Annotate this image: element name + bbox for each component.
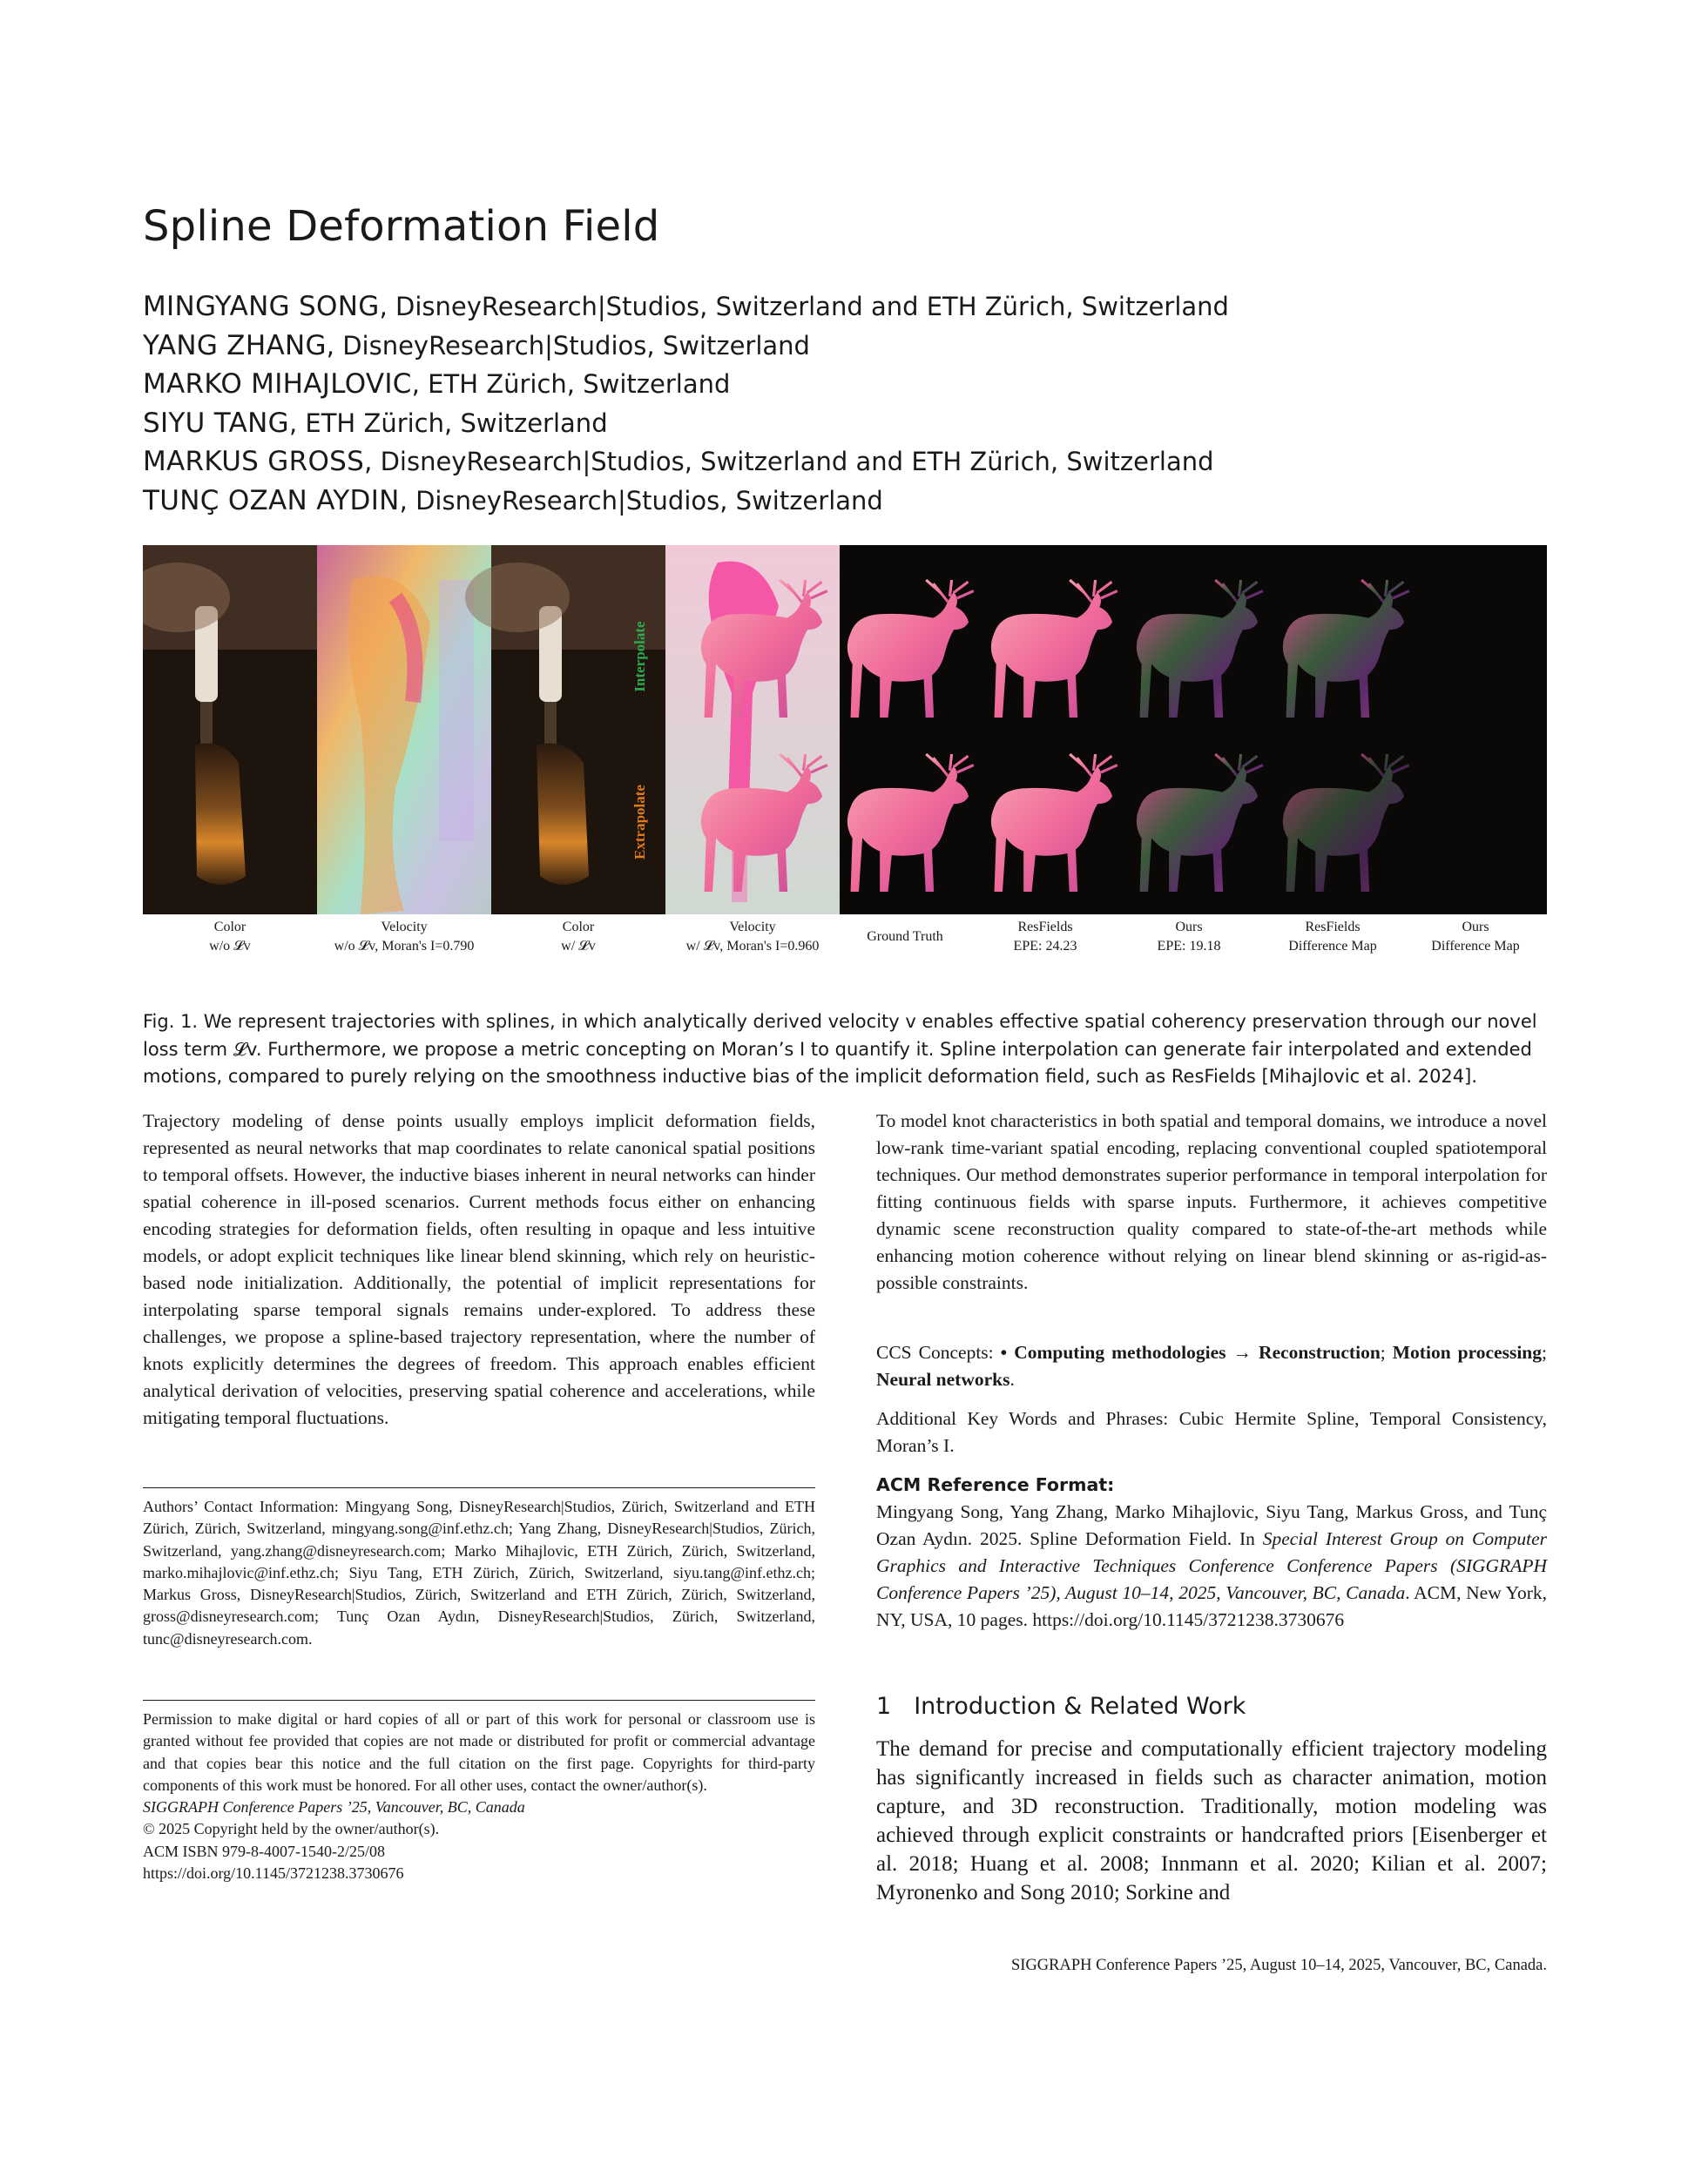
author-name: MARKO MIHAJLOVIC <box>143 368 412 400</box>
acm-ref-part: . ACM, New York, NY, USA, 10 pages. https://doi.org/10.1145/3721238.3730676 <box>876 1582 1547 1630</box>
author-affiliation: , ETH Zürich, Switzerland <box>288 408 608 438</box>
footnote-divider <box>143 1487 815 1488</box>
abstract-left: Trajectory modeling of dense points usually employs implicit deformation fields, represented as neural networks that map coordinates to relate canonical spatial positions to temporal offsets. However, the inductive biases inherent in neural networks can hinder spatial coherence in ill-posed scenarios. Current methods focus either on enhancing encoding strategies for deformation fields, often resulting in opaque and less intuitive models, or adopt explicit techniques like linear blend skinning, which rely on heuristic-based node initialization. Additionally, the potential of implicit representations for interpolating sparse temporal signals remains under-explored. To address these challenges, we propose a spline-based trajectory representation, where the number of knots explicitly determines the degrees of freedom. This approach enables efficient analytical derivation of velocities, preserving spatial coherence and accelerations, while mitigating temporal fluctuations. <box>143 1110 815 1428</box>
caption-line: Difference Map <box>1431 939 1520 954</box>
doi-line: https://doi.org/10.1145/3721238.3730676 <box>143 1864 404 1883</box>
teaser-figure <box>143 545 1547 914</box>
caption-line: w/o 𝓛v <box>209 939 251 954</box>
permission-block <box>143 1709 815 1884</box>
author-affiliation: , ETH Zürich, Switzerland <box>411 369 731 399</box>
figure-caption: Fig. 1. We represent trajectories with splines, in which analytically derived velocity v enables effective spatial coherency preservation through our novel loss term 𝓛v. Furthermore, we propose a metric concepting on Moran’s I to quantify it. Spline interpolation can generate fair interpolated and extended motions, compared to purely relying on the smoothness inductive bias of the implicit deformation field, such as ResFields [Mihajlovic et al. 2024]. <box>143 1011 1537 1087</box>
caption-line: ResFields <box>1017 920 1073 934</box>
caption-line: ResFields <box>1305 920 1361 934</box>
teaser-caption <box>1404 918 1547 956</box>
caption-line: Velocity <box>381 920 428 934</box>
permission-divider <box>143 1700 815 1701</box>
ccs-separator: ; <box>1542 1342 1548 1363</box>
author-affiliation: , DisneyResearch|Studios, Switzerland <box>399 485 883 516</box>
row-label-interpolate: Interpolate <box>631 621 648 692</box>
author-affiliation: , DisneyResearch|Studios, Switzerland and ETH Zürich, Switzerland <box>379 292 1229 321</box>
author-line <box>143 287 1229 327</box>
permission-venue: SIGGRAPH Conference Papers ’25, Vancouver, BC, Canada <box>143 1798 525 1817</box>
ccs-concept: Reconstruction <box>1259 1342 1381 1363</box>
teaser-caption <box>317 918 491 956</box>
teaser-caption <box>665 918 840 956</box>
teaser-caption <box>143 918 317 956</box>
author-line <box>143 327 1229 366</box>
row-label-extrapolate: Extrapolate <box>631 785 648 859</box>
ccs-end: . <box>1009 1369 1015 1390</box>
ccs-arrow: → <box>1225 1342 1259 1363</box>
section-number: 1 <box>876 1693 892 1720</box>
author-line <box>143 482 1229 521</box>
author-affiliation: , DisneyResearch|Studios, Switzerland and ETH Zürich, Switzerland <box>364 447 1214 476</box>
caption-line: Ours <box>1462 920 1489 934</box>
teaser-caption <box>976 918 1115 956</box>
acm-ref-part: Mingyang Song, Yang Zhang, Marko Mihajlovic, Siyu Tang, Markus Gross, and Tunç Ozan Aydın. 2025. Spline Deformation Field. In <box>876 1501 1547 1549</box>
acm-reference-text <box>876 1499 1547 1634</box>
caption-line: Color <box>213 920 246 934</box>
ccs-label: CCS Concepts: <box>876 1342 1001 1363</box>
teaser-caption <box>491 918 665 956</box>
ccs-concepts <box>876 1339 1547 1393</box>
author-name: SIYU TANG <box>143 407 289 439</box>
author-name: MINGYANG SONG <box>143 291 380 322</box>
section-intro-text: The demand for precise and computationally efficient trajectory modeling has significantly increased in fields such as character animation, motion capture, and 3D reconstruction. Traditionally, motion modeling was achieved through explicit constraints or handcrafted priors [Eisenberger et al. 2018; Huang et al. 2008; Innmann et al. 2020; Kilian et al. 2007; Myronenko and Song 2010; Sorkine and <box>876 1737 1547 1904</box>
caption-line: Velocity <box>729 920 776 934</box>
caption-line: EPE: 19.18 <box>1157 939 1221 954</box>
acm-reference <box>876 1472 1547 1634</box>
abstract-right: To model knot characteristics in both spatial and temporal domains, we introduce a novel low-rank time-variant spatial encoding, replacing conventional coupled spatiotemporal techniques. Our method demonstrates superior performance in temporal interpolation for fitting continuous fields with sparse inputs. Furthermore, it achieves competitive dynamic scene reconstruction quality compared to state-of-the-art methods while enhancing motion coherence without relying on linear blend skinning or as-rigid-as-possible constraints. <box>876 1110 1547 1293</box>
caption-line: EPE: 24.23 <box>1013 939 1077 954</box>
author-line <box>143 404 1229 443</box>
ccs-concept: Computing methodologies <box>1014 1342 1226 1363</box>
keywords: Additional Key Words and Phrases: Cubic Hermite Spline, Temporal Consistency, Moran’s I. <box>876 1408 1547 1456</box>
permission-text: Permission to make digital or hard copies of all or part of this work for personal or classroom use is granted without fee provided that copies are not made or distributed for profit or commercial advantage and that copies bear this notice and the full citation on the first page. Copyrights for third-party components of this work must be honored. For all other uses, contact the owner/author(s). <box>143 1710 815 1794</box>
caption-line: Color <box>562 920 595 934</box>
caption-line: Difference Map <box>1288 939 1377 954</box>
teaser-caption <box>1124 918 1254 956</box>
author-line <box>143 365 1229 404</box>
caption-line: Ours <box>1175 920 1203 934</box>
contact-info: Authors’ Contact Information: Mingyang Song, DisneyResearch|Studios, Zürich, Switzerland and ETH Zürich, Zürich, Switzerland, mingyang.song@inf.ethz.ch; Yang Zhang, DisneyResearch|Studios, Zürich, Switzerland, yang.zhang@disneyresearch.com; Marko Mihajlovic, ETH Zürich, Zürich, Switzerland, marko.mihajlovic@inf.ethz.ch; Siyu Tang, ETH Zürich, Zürich, Switzerland, siyu.tang@inf.ethz.ch; Markus Gross, DisneyResearch|Studios, Zürich, Switzerland and ETH Zürich, Zürich, Switzerland, gross@disneyresearch.com; Tunç Ozan Aydın, DisneyResearch|Studios, Zürich, Switzerland, tunc@disneyresearch.com. <box>143 1498 815 1648</box>
paper-title: Spline Deformation Field <box>143 202 660 251</box>
ccs-separator: ; <box>1380 1342 1393 1363</box>
author-name: MARKUS GROSS <box>143 446 365 477</box>
caption-line: w/ 𝓛v <box>561 939 596 954</box>
teaser-caption <box>840 927 970 947</box>
author-affiliation: , DisneyResearch|Studios, Switzerland <box>326 330 810 361</box>
caption-line: Ground Truth <box>867 929 943 944</box>
caption-line: w/ 𝓛v, Moran's I=0.960 <box>685 939 820 954</box>
acm-ref-venue: Special Interest Group on Computer Graphics and Interactive Techniques Conference Conference Papers (SIGGRAPH Conference Papers ’25), August 10–14, 2025, Vancouver, BC, Canada <box>876 1528 1547 1603</box>
isbn-line: ACM ISBN 979-8-4007-1540-2/25/08 <box>143 1842 385 1860</box>
ccs-concept: Motion processing <box>1392 1342 1543 1363</box>
page-footer: SIGGRAPH Conference Papers ’25, August 10–14, 2025, Vancouver, BC, Canada. <box>1011 1957 1547 1974</box>
ccs-concept: Neural networks <box>876 1369 1010 1390</box>
author-name: YANG ZHANG <box>143 329 327 361</box>
author-list <box>143 287 1229 520</box>
acm-reference-heading: ACM Reference Format: <box>876 1474 1115 1495</box>
caption-line: w/o 𝓛v, Moran's I=0.790 <box>334 939 475 954</box>
teaser-figure-graphic <box>143 545 1547 914</box>
copyright-line: © 2025 Copyright held by the owner/author(s). <box>143 1820 440 1838</box>
section-heading <box>876 1693 1547 1720</box>
section-title: Introduction & Related Work <box>914 1693 1246 1720</box>
author-name: TUNÇ OZAN AYDIN <box>143 484 400 516</box>
author-line <box>143 442 1229 482</box>
ccs-bullet: • <box>1000 1342 1015 1363</box>
teaser-caption <box>1263 918 1402 956</box>
